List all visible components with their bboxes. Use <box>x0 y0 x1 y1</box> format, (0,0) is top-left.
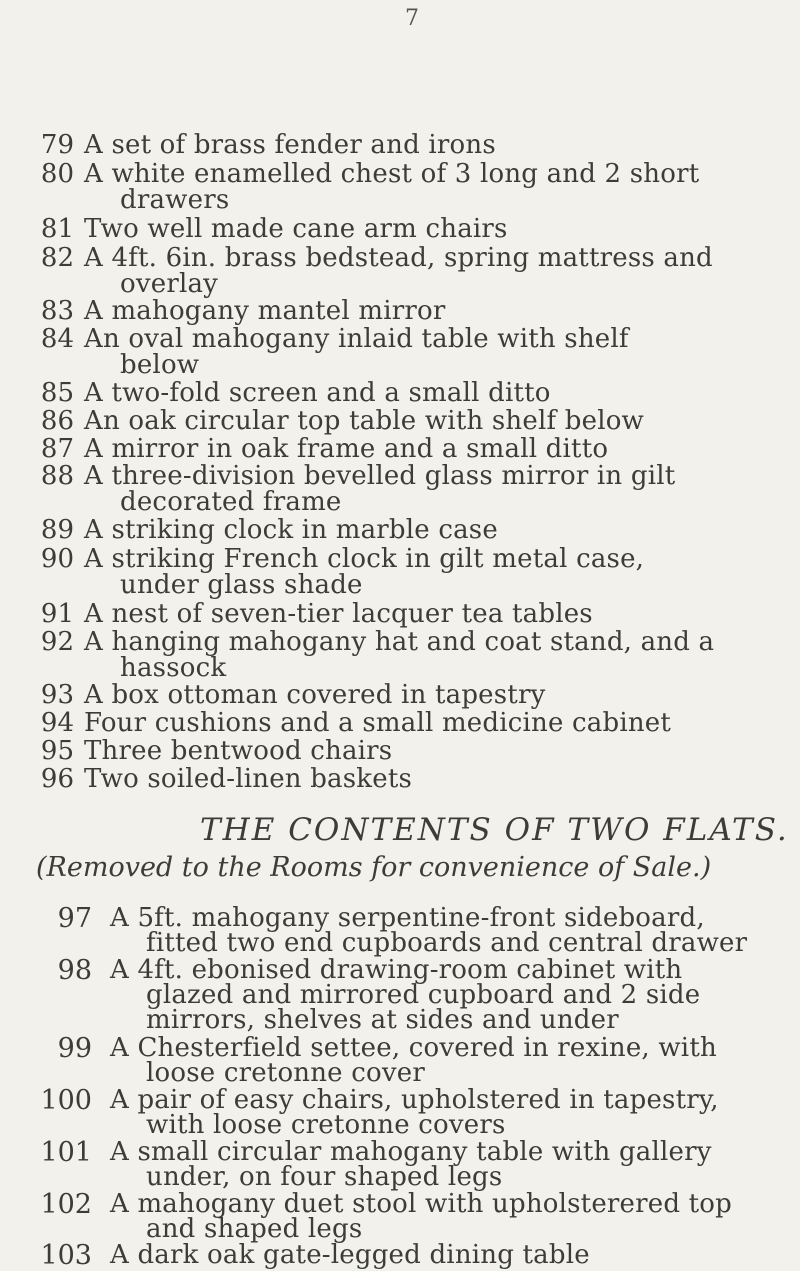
lot-description-continued: under, on four shaped legs <box>146 1162 503 1192</box>
lot-description: A set of brass fender and irons <box>84 130 496 160</box>
lot-description: A three-division bevelled glass mirror in gilt <box>84 461 676 491</box>
page-number: 7 <box>405 6 419 31</box>
lot-description: Four cushions and a small medicine cabinet <box>84 708 672 738</box>
lot-description: A Chesterfield settee, covered in rexine, with <box>110 1033 717 1063</box>
lot-description: A hanging mahogany hat and coat stand, and a <box>84 627 715 657</box>
lot-number: 84 <box>40 324 74 354</box>
lot-description: A 4ft. ebonised drawing-room cabinet with <box>110 955 683 985</box>
lot-number: 90 <box>40 544 74 574</box>
lot-description: A pair of easy chairs, upholstered in tapestry, <box>110 1085 719 1115</box>
lot-number: 101 <box>40 1137 92 1168</box>
lot-description-continued: below <box>120 350 200 380</box>
lot-number: 102 <box>40 1189 92 1220</box>
lot-number: 92 <box>40 627 74 657</box>
lot-number: 99 <box>57 1033 92 1064</box>
lot-description: A 5ft. mahogany serpentine-front sideboard, <box>110 903 705 933</box>
lot-number: 82 <box>40 243 74 273</box>
lot-description: A striking French clock in gilt metal case, <box>84 544 645 574</box>
lot-number: 91 <box>40 599 74 629</box>
lot-number: 95 <box>40 736 74 766</box>
lot-number: 88 <box>40 461 74 491</box>
lot-number: 87 <box>40 434 74 464</box>
lot-number: 97 <box>57 903 92 934</box>
lot-description-continued: overlay <box>120 269 219 299</box>
lot-number: 80 <box>40 159 74 189</box>
lot-description-continued: decorated frame <box>120 487 342 517</box>
lot-description-continued: and shaped legs <box>146 1214 363 1244</box>
lot-number: 89 <box>40 515 74 545</box>
lot-description: An oval mahogany inlaid table with shelf <box>84 324 629 354</box>
lot-description-continued: hassock <box>120 653 227 683</box>
lot-description-continued: drawers <box>120 185 230 215</box>
lot-description-continued: under glass shade <box>120 570 363 600</box>
section-heading: THE CONTENTS OF TWO FLATS. <box>200 812 789 848</box>
lot-description: A 4ft. 6in. brass bedstead, spring mattress and <box>84 243 713 273</box>
lot-description: A box ottoman covered in tapestry <box>84 680 546 710</box>
lot-number: 79 <box>40 130 74 160</box>
lot-number: 96 <box>40 764 74 794</box>
lot-number: 94 <box>40 708 74 738</box>
lot-description: A mahogany duet stool with upholsterered top <box>110 1189 732 1219</box>
lot-description: Two well made cane arm chairs <box>84 214 508 244</box>
lot-number: 81 <box>40 214 74 244</box>
lot-description: A small circular mahogany table with gallery <box>110 1137 712 1167</box>
lot-number: 103 <box>40 1240 92 1271</box>
lot-description: A white enamelled chest of 3 long and 2 short <box>84 159 700 189</box>
lot-description: A striking clock in marble case <box>84 515 498 545</box>
section-subheading: (Removed to the Rooms for convenience of Sale.) <box>36 852 712 883</box>
lot-description: A two-fold screen and a small ditto <box>84 378 551 408</box>
lot-description-continued: with loose cretonne covers <box>146 1110 506 1140</box>
lot-number: 85 <box>40 378 74 408</box>
lot-number: 100 <box>40 1085 92 1116</box>
lot-description: A nest of seven-tier lacquer tea tables <box>84 599 593 629</box>
lot-description-continued: mirrors, shelves at sides and under <box>146 1005 619 1035</box>
lot-number: 83 <box>40 296 74 326</box>
lot-description-continued: glazed and mirrored cupboard and 2 side <box>146 980 701 1010</box>
lot-description: A dark oak gate-legged dining table <box>110 1240 590 1270</box>
lot-number: 93 <box>40 680 74 710</box>
lot-description: Three bentwood chairs <box>84 736 393 766</box>
lot-number: 98 <box>57 955 92 986</box>
lot-description-continued: fitted two end cupboards and central drawer <box>146 928 748 958</box>
lot-description: Two soiled-linen baskets <box>84 764 413 794</box>
lot-description: An oak circular top table with shelf below <box>84 406 645 436</box>
lot-description-continued: loose cretonne cover <box>146 1058 425 1088</box>
lot-number: 86 <box>40 406 74 436</box>
lot-description: A mirror in oak frame and a small ditto <box>84 434 609 464</box>
lot-description: A mahogany mantel mirror <box>84 296 446 326</box>
